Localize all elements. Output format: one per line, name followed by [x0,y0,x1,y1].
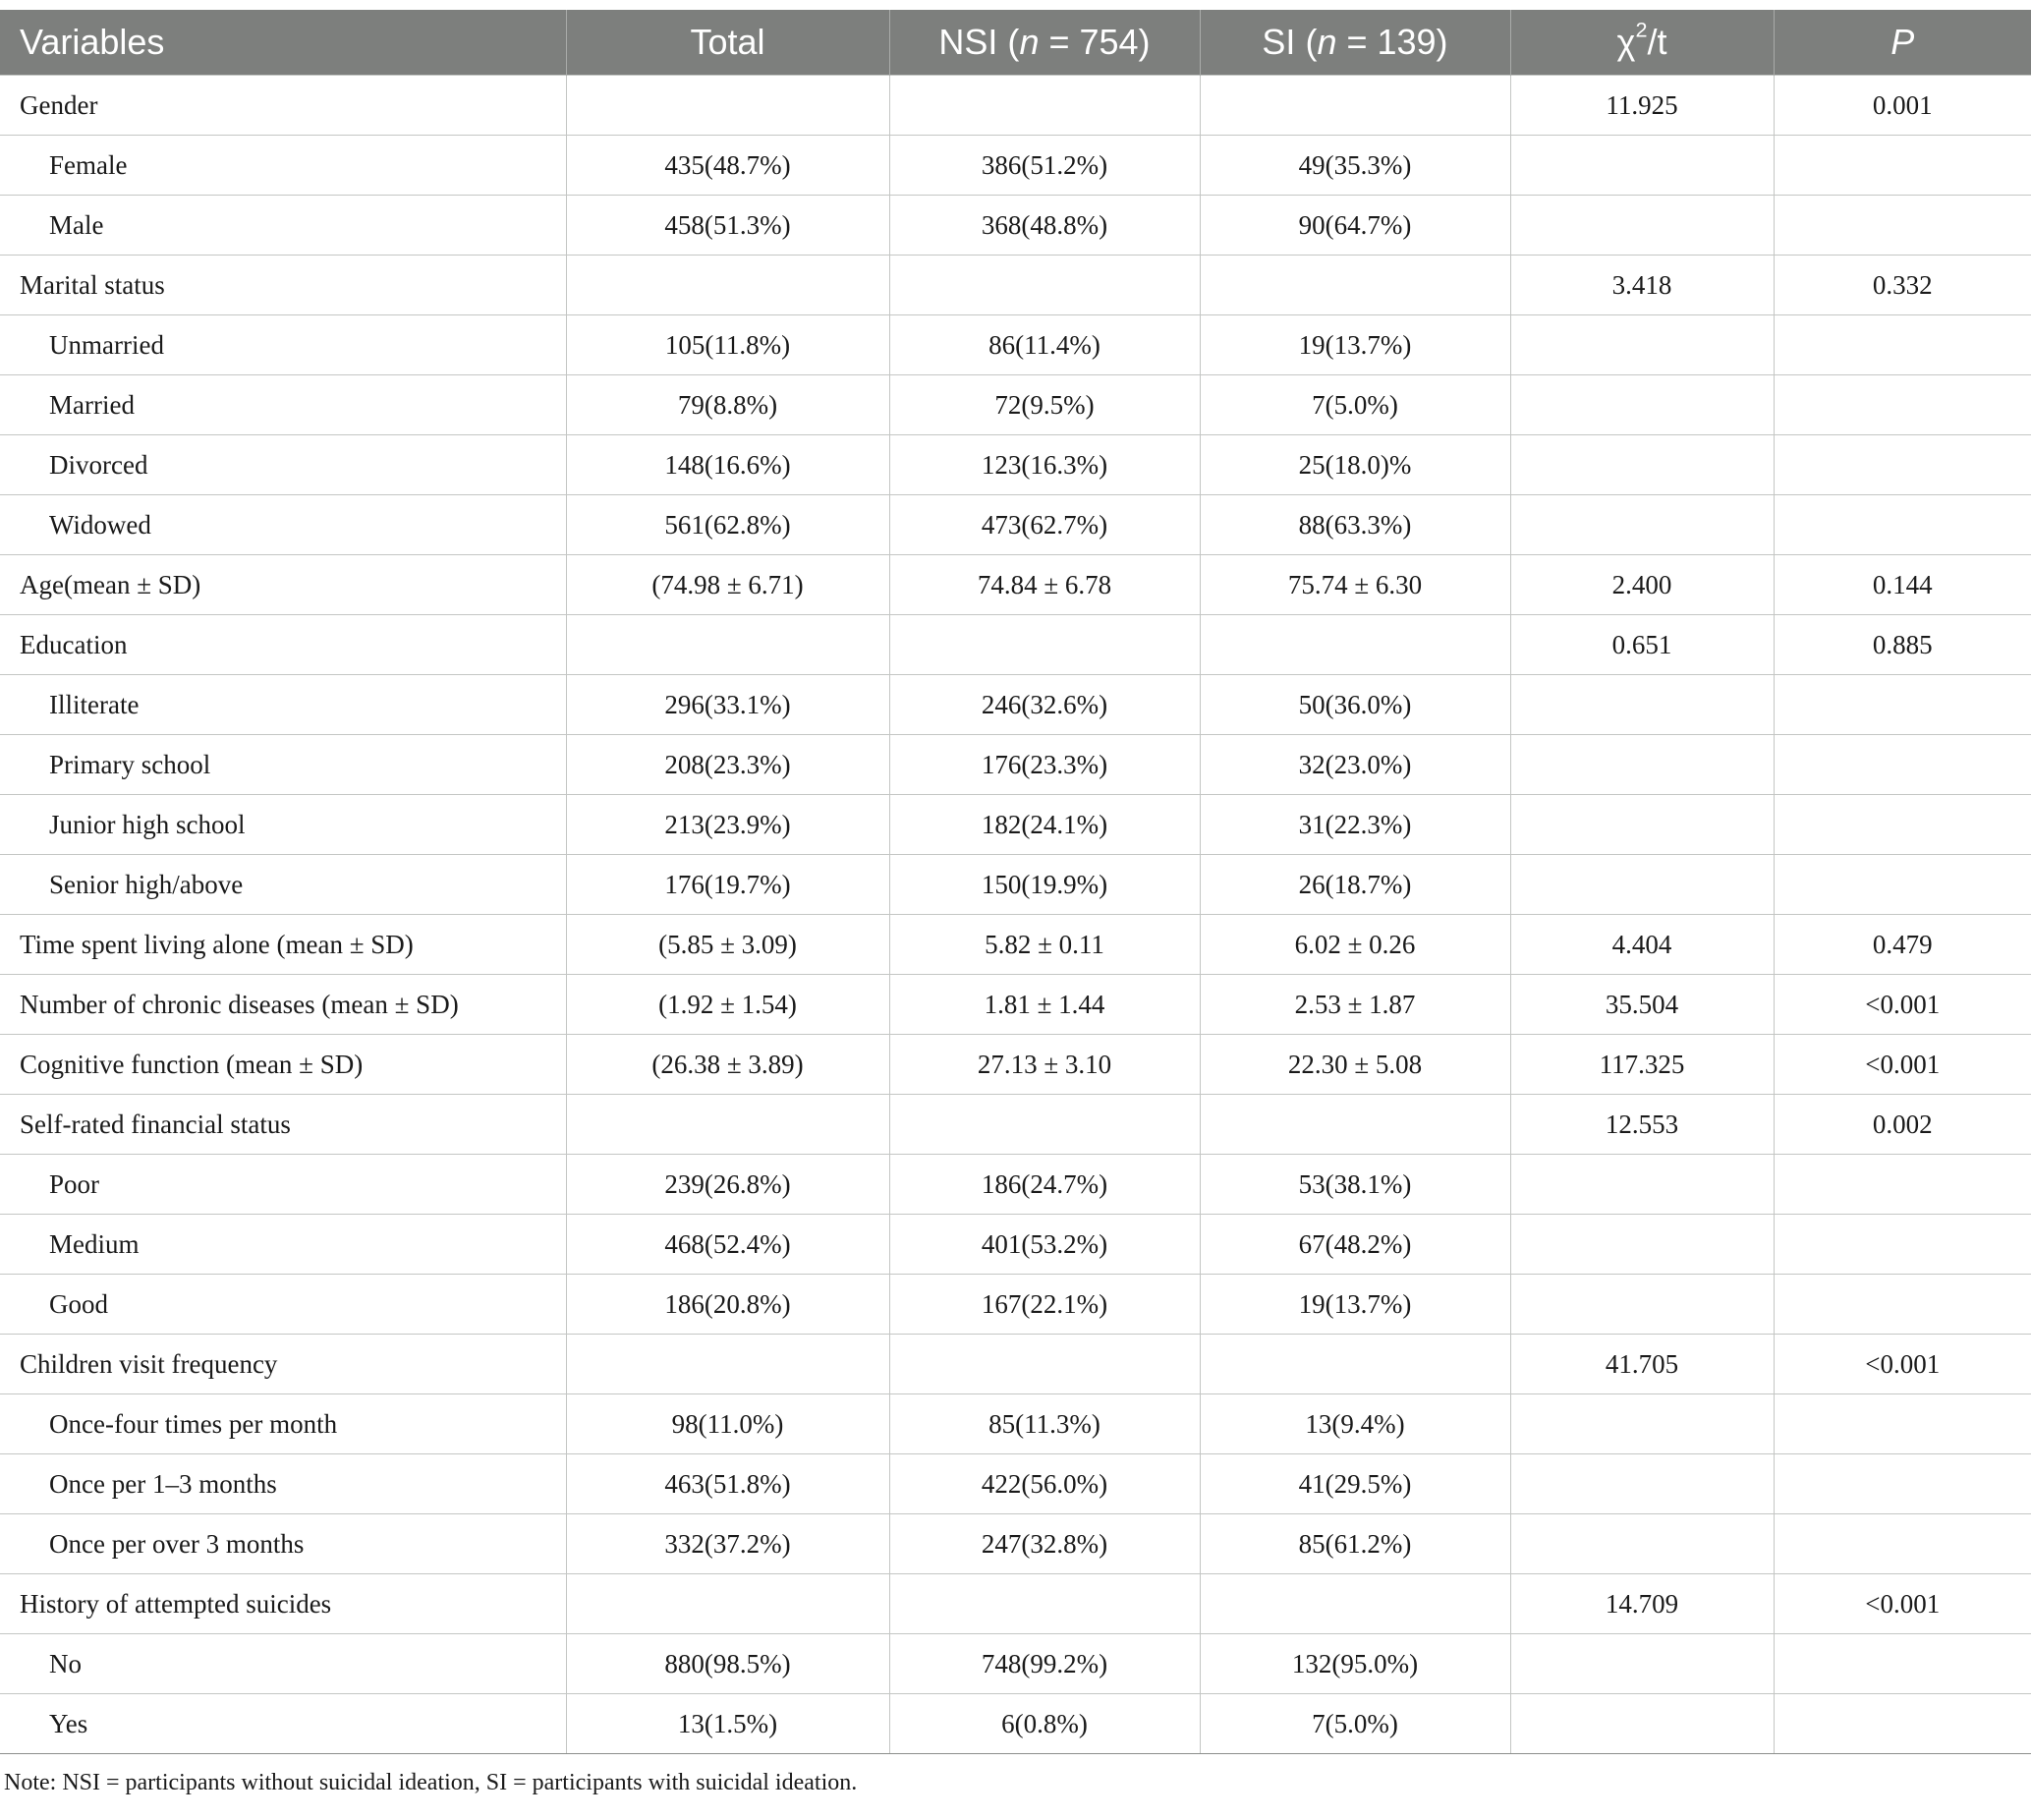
cell-si: 41(29.5%) [1200,1454,1510,1514]
cell-p-value [1774,1215,2031,1275]
cell-si: 25(18.0)% [1200,435,1510,495]
cell-p-value [1774,735,2031,795]
row-label: Number of chronic diseases (mean ± SD) [0,975,566,1035]
cell-statistic [1510,1155,1774,1215]
row-label: Poor [0,1155,566,1215]
header-total: Total [566,10,889,76]
cell-total: 458(51.3%) [566,196,889,256]
cell-statistic: 12.553 [1510,1095,1774,1155]
row-label: Once per over 3 months [0,1514,566,1574]
cell-nsi: 246(32.6%) [889,675,1200,735]
cell-total: 105(11.8%) [566,315,889,375]
header-statistic [1510,10,1774,76]
cell-total: 880(98.5%) [566,1634,889,1694]
cell-nsi [889,1335,1200,1394]
cell-p-value [1774,375,2031,435]
cell-total [566,1095,889,1155]
row-label: Medium [0,1215,566,1275]
cell-total [566,1574,889,1634]
cell-total [566,1335,889,1394]
row-label: Married [0,375,566,435]
cell-total [566,256,889,315]
row-label: Once-four times per month [0,1394,566,1454]
row-label: Age(mean ± SD) [0,555,566,615]
row-label: Senior high/above [0,855,566,915]
cell-nsi: 5.82 ± 0.11 [889,915,1200,975]
cell-nsi: 401(53.2%) [889,1215,1200,1275]
cell-p-value [1774,196,2031,256]
table-body [0,76,2031,1754]
cell-total: 296(33.1%) [566,675,889,735]
cell-total: (5.85 ± 3.09) [566,915,889,975]
cell-statistic: 2.400 [1510,555,1774,615]
row-label: Gender [0,76,566,136]
row-label: Junior high school [0,795,566,855]
cell-p-value [1774,315,2031,375]
cell-nsi: 422(56.0%) [889,1454,1200,1514]
cell-p-value: <0.001 [1774,1574,2031,1634]
cell-p-value [1774,1394,2031,1454]
cell-statistic: 117.325 [1510,1035,1774,1095]
cell-statistic: 11.925 [1510,76,1774,136]
header-stat-suffix: /t [1647,22,1667,62]
row-label: Male [0,196,566,256]
cell-statistic [1510,1275,1774,1335]
cell-si [1200,76,1510,136]
cell-nsi: 6(0.8%) [889,1694,1200,1754]
cell-statistic: 3.418 [1510,256,1774,315]
header-p [1774,10,2031,76]
cell-nsi: 150(19.9%) [889,855,1200,915]
table-row [0,495,2031,555]
cell-si: 26(18.7%) [1200,855,1510,915]
cell-si [1200,1574,1510,1634]
cell-statistic [1510,855,1774,915]
table-row [0,675,2031,735]
cell-p-value [1774,675,2031,735]
cell-si [1200,256,1510,315]
row-label: Once per 1–3 months [0,1454,566,1514]
table-row [0,915,2031,975]
cell-nsi [889,1095,1200,1155]
table-note: Note: NSI = participants without suicidal ideation, SI = participants with suicidal ideation. [4,1770,858,1795]
cell-statistic: 0.651 [1510,615,1774,675]
cell-p-value: 0.332 [1774,256,2031,315]
cell-total: 13(1.5%) [566,1694,889,1754]
cell-si: 19(13.7%) [1200,315,1510,375]
row-label: History of attempted suicides [0,1574,566,1634]
row-label: Children visit frequency [0,1335,566,1394]
table-row [0,76,2031,136]
row-label: Self-rated financial status [0,1095,566,1155]
row-label: Yes [0,1694,566,1754]
table-row [0,1035,2031,1095]
cell-total: 79(8.8%) [566,375,889,435]
cell-nsi: 86(11.4%) [889,315,1200,375]
cell-statistic [1510,1514,1774,1574]
table-header [0,10,2031,76]
cell-total [566,615,889,675]
row-label: Good [0,1275,566,1335]
header-si-n: n [1317,22,1337,62]
cell-nsi: 1.81 ± 1.44 [889,975,1200,1035]
cell-total: 186(20.8%) [566,1275,889,1335]
header-chi-superscript: 2 [1635,17,1648,42]
row-label: Widowed [0,495,566,555]
cell-nsi: 74.84 ± 6.78 [889,555,1200,615]
header-si [1200,10,1510,76]
cell-total: (74.98 ± 6.71) [566,555,889,615]
row-label: Education [0,615,566,675]
table-row [0,1394,2031,1454]
cell-p-value: <0.001 [1774,1035,2031,1095]
cell-p-value [1774,1694,2031,1754]
cell-p-value [1774,1454,2031,1514]
table-row [0,435,2031,495]
demographics-table [0,10,2031,1754]
cell-statistic [1510,1394,1774,1454]
cell-statistic: 4.404 [1510,915,1774,975]
cell-si: 22.30 ± 5.08 [1200,1035,1510,1095]
header-row [0,10,2031,76]
cell-p-value [1774,795,2031,855]
cell-si: 31(22.3%) [1200,795,1510,855]
header-si-count: = 139) [1336,22,1448,62]
row-label: Illiterate [0,675,566,735]
cell-p-value [1774,495,2031,555]
cell-nsi: 27.13 ± 3.10 [889,1035,1200,1095]
row-label: Time spent living alone (mean ± SD) [0,915,566,975]
cell-total: 176(19.7%) [566,855,889,915]
row-label: No [0,1634,566,1694]
table-row [0,1634,2031,1694]
header-p-label: P [1890,22,1915,62]
cell-si [1200,1335,1510,1394]
cell-p-value: <0.001 [1774,975,2031,1035]
cell-si: 6.02 ± 0.26 [1200,915,1510,975]
cell-si: 19(13.7%) [1200,1275,1510,1335]
cell-statistic [1510,1634,1774,1694]
table-row [0,1095,2031,1155]
table-row [0,1574,2031,1634]
cell-statistic: 35.504 [1510,975,1774,1035]
cell-statistic [1510,196,1774,256]
cell-statistic [1510,495,1774,555]
cell-p-value [1774,1155,2031,1215]
cell-nsi: 123(16.3%) [889,435,1200,495]
cell-nsi: 167(22.1%) [889,1275,1200,1335]
cell-nsi: 85(11.3%) [889,1394,1200,1454]
cell-p-value [1774,435,2031,495]
cell-nsi: 473(62.7%) [889,495,1200,555]
table-row [0,1275,2031,1335]
table-row [0,615,2031,675]
table-row [0,375,2031,435]
cell-total: 435(48.7%) [566,136,889,196]
cell-si: 13(9.4%) [1200,1394,1510,1454]
cell-total: 98(11.0%) [566,1394,889,1454]
cell-si: 132(95.0%) [1200,1634,1510,1694]
cell-nsi [889,1574,1200,1634]
table-row [0,1155,2031,1215]
table-row [0,555,2031,615]
cell-si: 7(5.0%) [1200,1694,1510,1754]
row-label: Female [0,136,566,196]
table-container [0,10,2031,1796]
table-row [0,196,2031,256]
cell-total: 148(16.6%) [566,435,889,495]
table-row [0,1694,2031,1754]
cell-statistic [1510,795,1774,855]
cell-nsi [889,76,1200,136]
cell-nsi: 72(9.5%) [889,375,1200,435]
header-si-label: SI ( [1262,22,1318,62]
cell-si: 53(38.1%) [1200,1155,1510,1215]
cell-si [1200,1095,1510,1155]
cell-statistic [1510,735,1774,795]
cell-si: 67(48.2%) [1200,1215,1510,1275]
table-row [0,256,2031,315]
table-row [0,1514,2031,1574]
cell-statistic [1510,675,1774,735]
cell-total: 468(52.4%) [566,1215,889,1275]
cell-statistic [1510,435,1774,495]
cell-p-value: 0.479 [1774,915,2031,975]
table-row [0,315,2031,375]
cell-p-value: 0.001 [1774,76,2031,136]
cell-nsi: 386(51.2%) [889,136,1200,196]
cell-p-value [1774,1275,2031,1335]
cell-si: 7(5.0%) [1200,375,1510,435]
cell-total: 332(37.2%) [566,1514,889,1574]
cell-statistic [1510,1694,1774,1754]
cell-statistic [1510,1454,1774,1514]
cell-total: 213(23.9%) [566,795,889,855]
cell-si: 75.74 ± 6.30 [1200,555,1510,615]
cell-total: (1.92 ± 1.54) [566,975,889,1035]
table-row [0,1454,2031,1514]
cell-nsi: 186(24.7%) [889,1155,1200,1215]
header-chi-symbol: χ [1616,22,1636,62]
cell-p-value: <0.001 [1774,1335,2031,1394]
header-nsi-count: = 754) [1039,22,1151,62]
table-row [0,1215,2031,1275]
cell-nsi [889,256,1200,315]
cell-nsi: 748(99.2%) [889,1634,1200,1694]
cell-nsi: 176(23.3%) [889,735,1200,795]
cell-total: 463(51.8%) [566,1454,889,1514]
table-row [0,855,2031,915]
cell-si: 85(61.2%) [1200,1514,1510,1574]
cell-si: 32(23.0%) [1200,735,1510,795]
table-row [0,735,2031,795]
header-nsi-label: NSI ( [938,22,1020,62]
cell-statistic: 41.705 [1510,1335,1774,1394]
cell-p-value [1774,1514,2031,1574]
cell-statistic [1510,315,1774,375]
cell-nsi: 247(32.8%) [889,1514,1200,1574]
cell-p-value [1774,136,2031,196]
cell-nsi [889,615,1200,675]
row-label: Divorced [0,435,566,495]
cell-p-value: 0.144 [1774,555,2031,615]
cell-total: 561(62.8%) [566,495,889,555]
cell-statistic [1510,136,1774,196]
cell-total: 208(23.3%) [566,735,889,795]
cell-si: 49(35.3%) [1200,136,1510,196]
cell-si: 2.53 ± 1.87 [1200,975,1510,1035]
cell-nsi: 182(24.1%) [889,795,1200,855]
cell-p-value [1774,855,2031,915]
row-label: Primary school [0,735,566,795]
cell-p-value: 0.002 [1774,1095,2031,1155]
header-nsi-n: n [1019,22,1040,62]
cell-si: 88(63.3%) [1200,495,1510,555]
header-nsi [889,10,1200,76]
cell-statistic: 14.709 [1510,1574,1774,1634]
row-label: Unmarried [0,315,566,375]
cell-p-value [1774,1634,2031,1694]
cell-statistic [1510,1215,1774,1275]
cell-si [1200,615,1510,675]
header-variables: Variables [0,10,566,76]
row-label: Marital status [0,256,566,315]
cell-total: (26.38 ± 3.89) [566,1035,889,1095]
cell-total: 239(26.8%) [566,1155,889,1215]
table-row [0,1335,2031,1394]
cell-statistic [1510,375,1774,435]
table-row [0,136,2031,196]
cell-si: 50(36.0%) [1200,675,1510,735]
table-row [0,795,2031,855]
cell-p-value: 0.885 [1774,615,2031,675]
cell-si: 90(64.7%) [1200,196,1510,256]
row-label: Cognitive function (mean ± SD) [0,1035,566,1095]
cell-total [566,76,889,136]
table-row [0,975,2031,1035]
cell-nsi: 368(48.8%) [889,196,1200,256]
